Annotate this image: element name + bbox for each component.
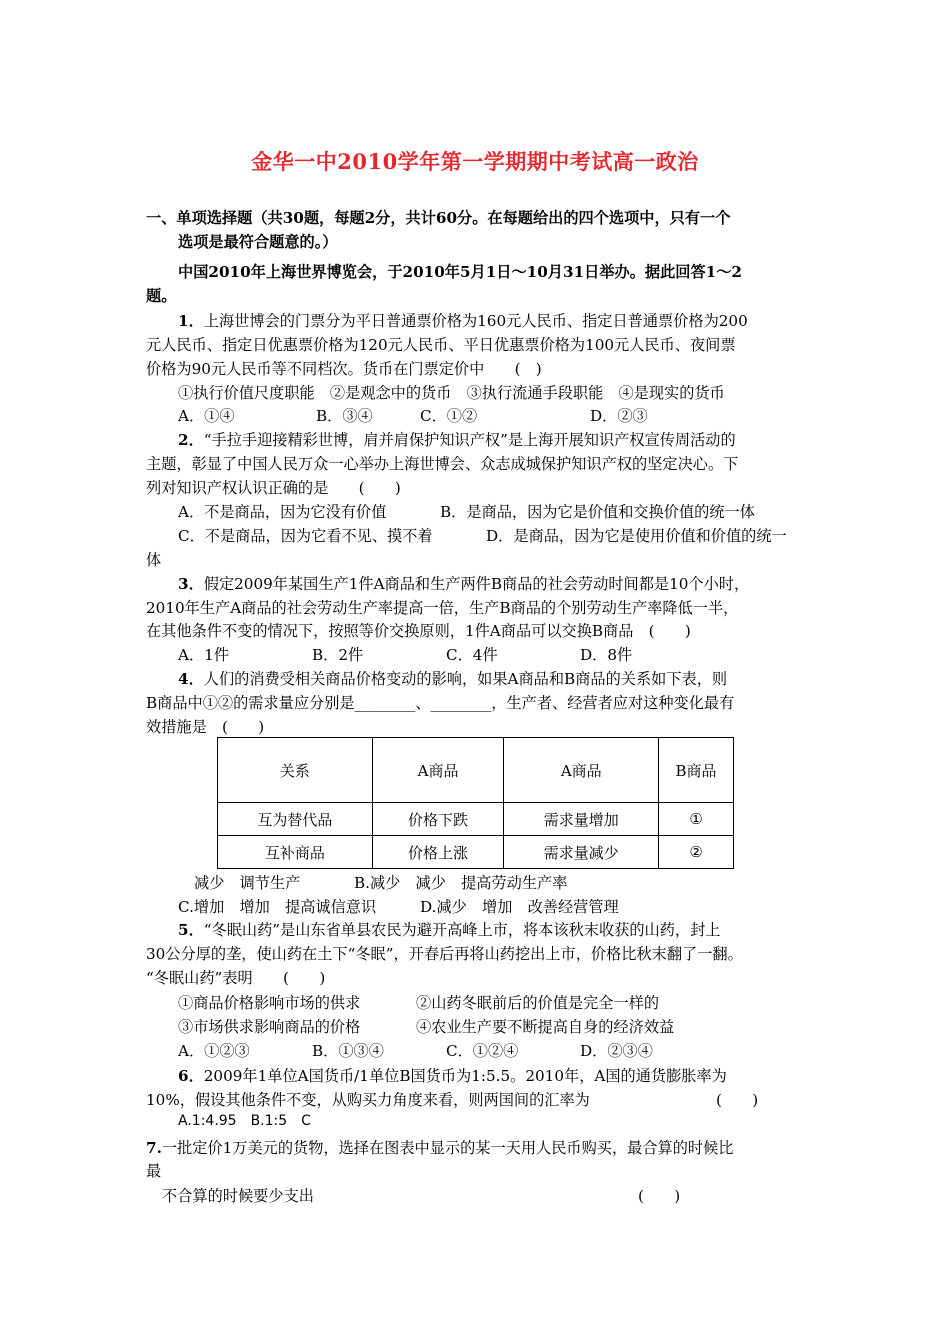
q5-number: 5． bbox=[178, 921, 204, 939]
q2-option-d: D．是商品，因为它是使用价值和价值的统一 bbox=[486, 527, 787, 545]
context-intro-cont: 题。 bbox=[146, 287, 177, 305]
q4-number: 4． bbox=[178, 670, 204, 688]
q1-number: 1． bbox=[178, 312, 204, 330]
q7-line-2: 最 bbox=[146, 1162, 162, 1180]
q2-option-c: C．不是商品，因为它看不见、摸不着 bbox=[178, 527, 433, 545]
q1-line-3: 价格为90元人民币等不同档次。货币在门票定价中 ( ) bbox=[146, 360, 542, 378]
q7-number: 7. bbox=[146, 1139, 162, 1157]
table-cell: 互补商品 bbox=[218, 836, 373, 869]
q7-line-1: 7.一批定价1万美元的货物，选择在图表中显示的某一天用人民币购买，最合算的时候比 bbox=[146, 1139, 734, 1157]
table-header-cell: A商品 bbox=[504, 738, 659, 803]
q1-option-b: B．③④ bbox=[316, 407, 373, 425]
q4-option-c: C.增加 增加 提高诚信意识 bbox=[178, 898, 377, 916]
q5-statement-3: ③市场供求影响商品的价格 bbox=[178, 1018, 361, 1036]
q2-option-a: A．不是商品，因为它没有价值 bbox=[178, 503, 387, 521]
q5-statement-2: ②山药冬眠前后的价值是完全一样的 bbox=[416, 994, 659, 1012]
q5-option-c: C．①②④ bbox=[446, 1042, 519, 1060]
q2-line-2: 主题，彰显了中国人民万众一心举办上海世博会、众志成城保护知识产权的坚定决心。下 bbox=[146, 455, 739, 473]
q6-options: A.1:4.95 B.1:5 C bbox=[178, 1113, 311, 1129]
q4-option-a: 减少 调节生产 bbox=[194, 874, 301, 892]
q5-option-d: D．②③④ bbox=[580, 1042, 653, 1060]
table-header-row bbox=[218, 738, 734, 803]
q3-number: 3． bbox=[178, 575, 204, 593]
q2-line-3: 列对知识产权认识正确的是 ( ) bbox=[146, 479, 401, 497]
q2-number: 2． bbox=[178, 431, 204, 449]
table-header-cell: A商品 bbox=[372, 738, 504, 803]
table-cell: ① bbox=[659, 803, 734, 836]
q1-line-1: 1．上海世博会的门票分为平日普通票价格为160元人民币、指定日普通票价格为200 bbox=[178, 312, 748, 330]
q3-line-1: 3．假定2009年某国生产1件A商品和生产两件B商品的社会劳动时间都是10个小时， bbox=[178, 575, 750, 593]
q5-line-3: “冬眠山药”表明 ( ) bbox=[146, 969, 326, 987]
q1-line-2: 元人民币、指定日优惠票价格为120元人民币、平日优惠票价格为100元人民币、夜间票 bbox=[146, 336, 736, 354]
table-cell: 价格上涨 bbox=[372, 836, 504, 869]
q7-line-3: 不合算的时候要少支出 bbox=[162, 1187, 314, 1205]
q3-option-a: A．1件 bbox=[178, 646, 230, 664]
q5-statement-4: ④农业生产要不断提高自身的经济效益 bbox=[416, 1018, 675, 1036]
table-header-cell: 关系 bbox=[218, 738, 373, 803]
q4-line-3: 效措施是 ( ) bbox=[146, 718, 265, 736]
q7-answer-paren: ( ) bbox=[638, 1187, 681, 1205]
q4-option-d: D.减少 增加 改善经营管理 bbox=[420, 898, 619, 916]
section-heading-cont: 选项是最符合题意的。） bbox=[178, 233, 338, 251]
relation-table bbox=[217, 737, 734, 869]
q1-option-a: A．①④ bbox=[178, 407, 235, 425]
exam-title: 金华一中2010学年第一学期期中考试高一政治 bbox=[251, 149, 699, 174]
q3-line-2: 2010年生产A商品的社会劳动生产率提高一倍，生产B商品的个别劳动生产率降低一半， bbox=[146, 599, 739, 617]
q4-line-1: 4．人们的消费受相关商品价格变动的影响，如果A商品和B商品的关系如下表，则 bbox=[178, 670, 728, 688]
table-header-cell: B商品 bbox=[659, 738, 734, 803]
table-cell: 互为替代品 bbox=[218, 803, 373, 836]
q6-line-2: 10%，假设其他条件不变，从购买力角度来看，则两国间的汇率为 bbox=[146, 1091, 590, 1109]
q5-line-1: 5．“冬眠山药”是山东省单县农民为避开高峰上市，将本该秋末收获的山药，封上 bbox=[178, 921, 721, 939]
q5-line-2: 30公分厚的垄，使山药在土下“冬眠”，开春后再将山药挖出上市，价格比秋末翻了一翻。 bbox=[146, 945, 743, 963]
q4-line-2: B商品中①②的需求量应分别是________、________，生产者、经营者应对这种变化最有 bbox=[146, 694, 735, 712]
q3-option-c: C．4件 bbox=[446, 646, 498, 664]
table-cell: 需求量减少 bbox=[504, 836, 659, 869]
q2-option-d-cont: 体 bbox=[146, 551, 162, 569]
q4-option-b: B.减少 减少 提高劳动生产率 bbox=[354, 874, 568, 892]
q2-option-b: B．是商品，因为它是价值和交换价值的统一体 bbox=[440, 503, 755, 521]
q3-option-d: D．8件 bbox=[580, 646, 633, 664]
q5-statement-1: ①商品价格影响市场的供求 bbox=[178, 994, 361, 1012]
q1-option-d: D．②③ bbox=[590, 407, 648, 425]
q6-answer-paren: ( ) bbox=[716, 1091, 759, 1109]
q1-statements: ①执行价值尺度职能 ②是观念中的货币 ③执行流通手段职能 ④是现实的货币 bbox=[178, 384, 725, 402]
table-row bbox=[218, 803, 734, 836]
q5-option-b: B．①③④ bbox=[312, 1042, 384, 1060]
q1-option-c: C．①② bbox=[420, 407, 478, 425]
q5-option-a: A．①②③ bbox=[178, 1042, 250, 1060]
section-heading: 一、单项选择题（共30题，每题2分，共计60分。在每题给出的四个选项中，只有一个 bbox=[146, 209, 731, 227]
q6-number: 6． bbox=[178, 1067, 204, 1085]
table-cell: ② bbox=[659, 836, 734, 869]
table-row bbox=[218, 836, 734, 869]
table-cell: 需求量增加 bbox=[504, 803, 659, 836]
table-cell: 价格下跌 bbox=[372, 803, 504, 836]
context-intro: 中国2010年上海世界博览会，于2010年5月1日～10月31日举办。据此回答1～2 bbox=[178, 263, 742, 281]
q3-line-3: 在其他条件不变的情况下，按照等价交换原则，1件A商品可以交换B商品 ( ) bbox=[146, 622, 691, 640]
q2-line-1: 2．“手拉手迎接精彩世博，肩并肩保护知识产权”是上海开展知识产权宣传周活动的 bbox=[178, 431, 736, 449]
q6-line-1: 6．2009年1单位A国货币/1单位B国货币为1:5.5。2010年，A国的通货膨胀率为 bbox=[178, 1067, 727, 1085]
q3-option-b: B．2件 bbox=[312, 646, 364, 664]
